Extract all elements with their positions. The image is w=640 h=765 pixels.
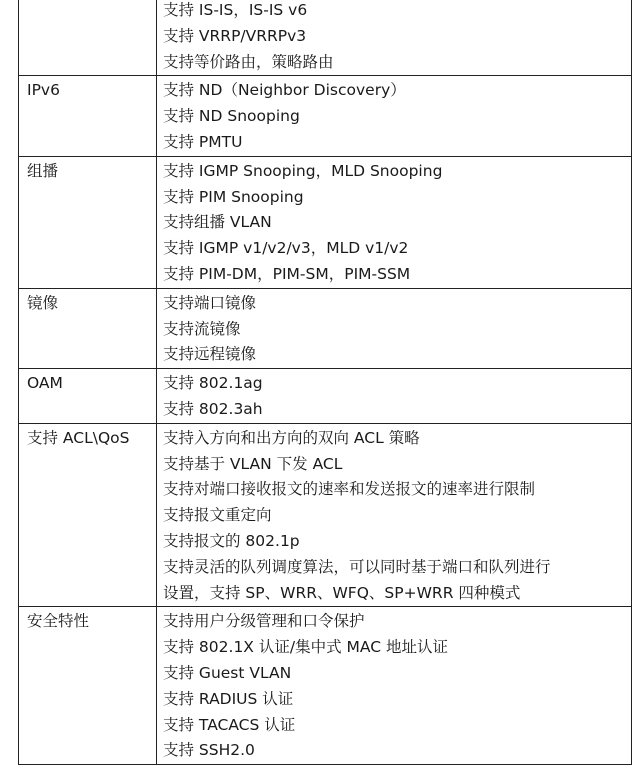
- list-item: 支持基于 VLAN 下发 ACL: [163, 454, 343, 473]
- list-item: 支持 ND Snooping: [163, 107, 300, 126]
- category-cell: 安全特性: [19, 607, 157, 764]
- list-item: 支持入方向和出方向的双向 ACL 策略: [163, 428, 420, 447]
- table-row: [18, 369, 632, 424]
- list-item: 支持 ND（Neighbor Discovery）: [163, 81, 406, 100]
- list-item: 支持用户分级管理和口令保护: [163, 612, 365, 631]
- table-row: [18, 424, 632, 608]
- category-cell: 镜像: [19, 289, 157, 368]
- list-item: 支持 802.1X 认证/集中式 MAC 地址认证: [163, 638, 448, 657]
- list-item: 支持报文重定向: [163, 506, 272, 525]
- list-item: 支持 PIM-DM，PIM-SM，PIM-SSM: [163, 264, 411, 283]
- list-item: 支持 VRRP/VRRPv3: [163, 26, 307, 45]
- list-item: 支持 IS-IS，IS-IS v6: [163, 1, 308, 19]
- items-cell: [157, 424, 631, 607]
- category-cell: OAM: [19, 369, 157, 423]
- list-item: 支持报文的 802.1p: [163, 531, 300, 550]
- category-cell: [19, 0, 157, 75]
- spec-table: [18, 0, 632, 765]
- list-item: 支持端口镜像: [163, 293, 257, 312]
- items-cell: [157, 76, 631, 155]
- items-cell: [157, 607, 631, 764]
- list-item: 支持灵活的队列调度算法，可以同时基于端口和队列进行: [163, 557, 551, 576]
- table-row: [18, 607, 632, 765]
- list-item: 支持 Guest VLAN: [163, 663, 292, 682]
- table-row: [18, 157, 632, 289]
- list-item: 支持 PIM Snooping: [163, 187, 304, 206]
- items-cell: [157, 289, 631, 368]
- category-cell: 组播: [19, 157, 157, 288]
- table-row: [18, 76, 632, 156]
- list-item: 支持对端口接收报文的速率和发送报文的速率进行限制: [163, 480, 536, 499]
- list-item: 支持 IGMP Snooping，MLD Snooping: [163, 161, 443, 180]
- list-item: 设置，支持 SP、WRR、WFQ、SP+WRR 四种模式: [163, 583, 521, 602]
- list-item: 支持组播 VLAN: [163, 213, 272, 232]
- table-row: [18, 289, 632, 369]
- list-item: 支持 RADIUS 认证: [163, 689, 294, 708]
- list-item: 支持 PMTU: [163, 132, 243, 151]
- list-item: 支持 TACACS 认证: [163, 715, 296, 734]
- items-cell: [157, 369, 631, 423]
- list-item: 支持远程镜像: [163, 345, 257, 364]
- list-item: 支持 802.3ah: [163, 399, 263, 418]
- list-item: 支持 IGMP v1/v2/v3，MLD v1/v2: [163, 239, 409, 258]
- table-row: [18, 0, 632, 76]
- list-item: 支持 802.1ag: [163, 374, 263, 393]
- items-cell: [157, 157, 631, 288]
- items-cell: [157, 0, 631, 75]
- category-cell: 支持 ACL\QoS: [19, 424, 157, 607]
- list-item: 支持等价路由，策略路由: [163, 52, 334, 71]
- category-cell: IPv6: [19, 76, 157, 155]
- list-item: 支持流镜像: [163, 319, 241, 338]
- list-item: 支持 SSH2.0: [163, 741, 255, 760]
